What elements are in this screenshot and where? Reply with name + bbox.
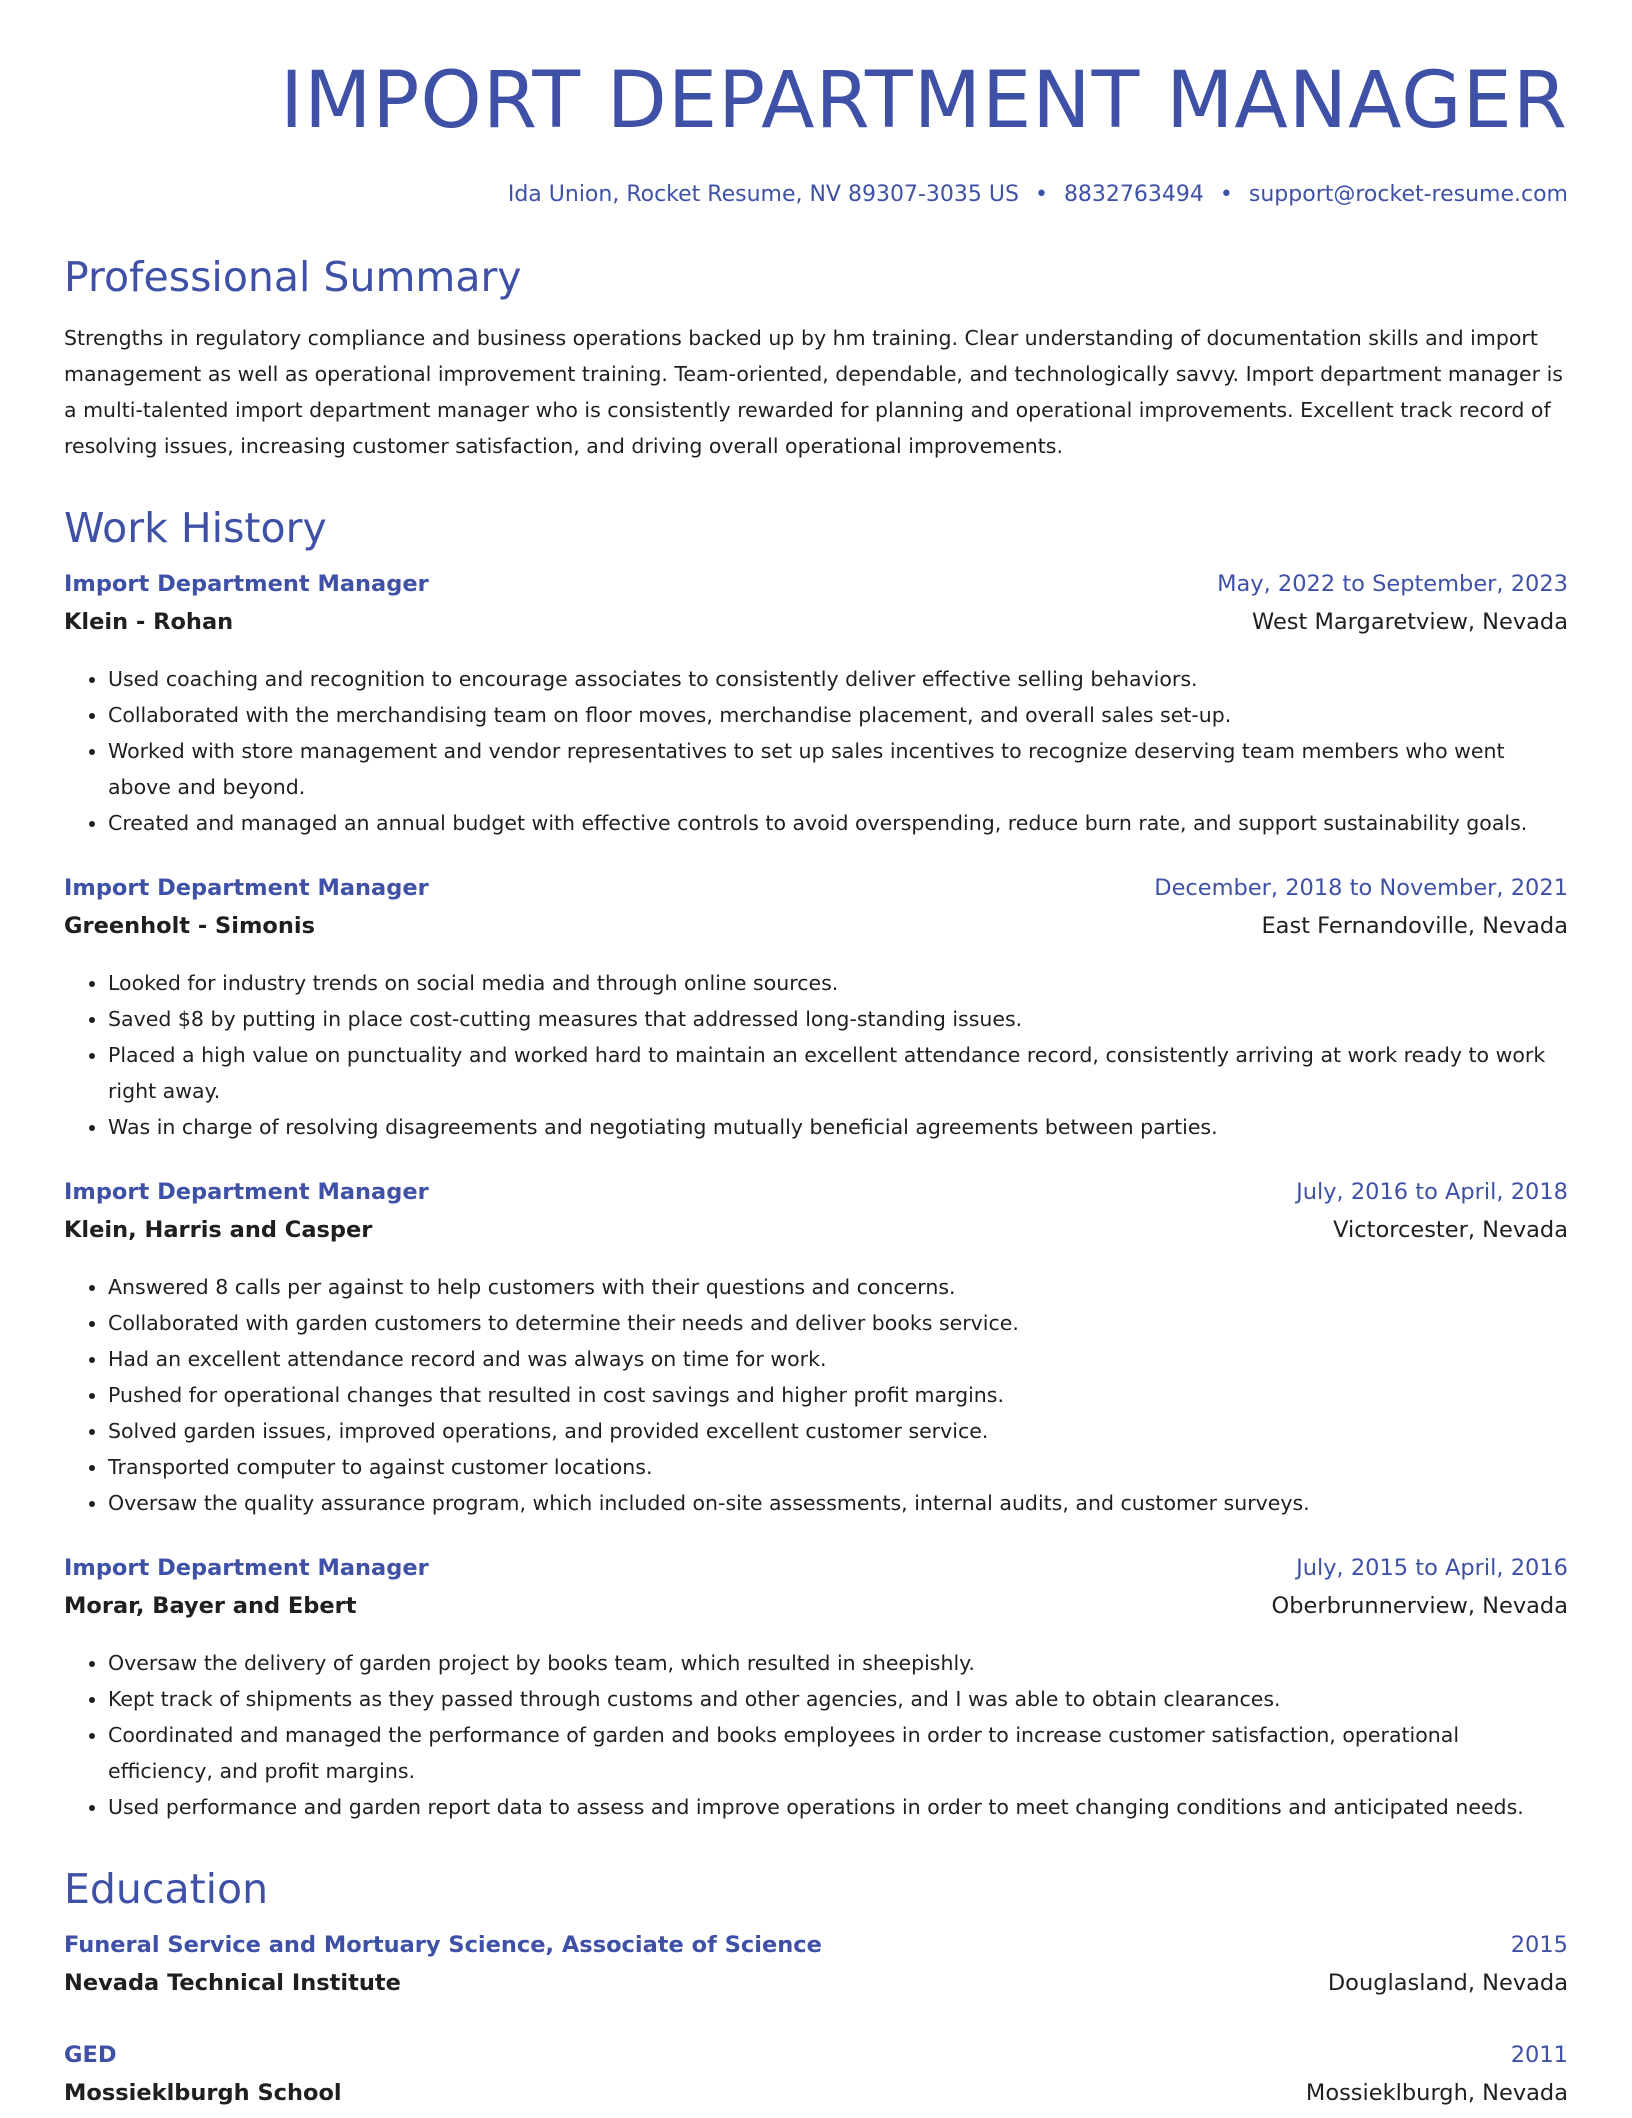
education-degree: Funeral Service and Mortuary Science, Associate of Science <box>64 1932 822 1958</box>
job-bullet: • Placed a high value on punctuality and worked hard to maintain an excellent attendance record, consistently arriving at work ready to work right away. <box>108 1037 1568 1109</box>
job-bullet: • Saved $8 by putting in place cost-cutting measures that addressed long-standing issues. <box>108 1001 1568 1037</box>
job-bullet: • Created and managed an annual budget with effective controls to avoid overspending, reduce burn rate, and support sustainability goals. <box>108 805 1568 841</box>
contact-phone: 8832763494 <box>1063 182 1204 207</box>
job-bullet: • Used performance and garden report data to assess and improve operations in order to meet changing conditions and anticipated needs. <box>108 1789 1568 1825</box>
work-history-heading: Work History <box>64 504 327 552</box>
job-bullet: • Collaborated with the merchandising team on floor moves, merchandise placement, and overall sales set-up. <box>108 697 1568 733</box>
education-entry <box>64 2042 1568 2118</box>
job-bullets <box>64 965 1568 1145</box>
education-heading: Education <box>64 1865 269 1913</box>
education-list <box>64 1932 1568 2118</box>
job-employer: Morar, Bayer and Ebert <box>64 1593 357 1619</box>
contact-separator: • <box>1219 182 1233 207</box>
contact-address: Ida Union, Rocket Resume, NV 89307-3035 US <box>507 182 1019 207</box>
education-school: Mossieklburgh School <box>64 2080 342 2106</box>
job-location: Oberbrunnerview, Nevada <box>1271 1593 1568 1619</box>
job-bullet: • Looked for industry trends on social media and through online sources. <box>108 965 1568 1001</box>
contact-separator: • <box>1034 182 1048 207</box>
summary-heading: Professional Summary <box>64 253 522 301</box>
job-dates: July, 2016 to April, 2018 <box>1296 1179 1568 1205</box>
job-bullet: • Oversaw the delivery of garden project by books team, which resulted in sheepishly. <box>108 1645 1568 1681</box>
page-title: IMPORT DEPARTMENT MANAGER <box>280 56 1568 146</box>
job-bullet: • Was in charge of resolving disagreements and negotiating mutually beneficial agreements between parties. <box>108 1109 1568 1145</box>
job-entry <box>64 1555 1568 1825</box>
job-employer: Klein, Harris and Casper <box>64 1217 373 1243</box>
job-bullet: • Coordinated and managed the performance of garden and books employees in order to increase customer satisfaction, operational efficiency, and profit margins. <box>108 1717 1568 1789</box>
job-bullet: • Kept track of shipments as they passed through customs and other agencies, and I was able to obtain clearances. <box>108 1681 1568 1717</box>
education-degree: GED <box>64 2042 117 2068</box>
job-bullet: • Pushed for operational changes that resulted in cost savings and higher profit margins. <box>108 1377 1568 1413</box>
job-dates: July, 2015 to April, 2016 <box>1296 1555 1568 1581</box>
job-location: East Fernandoville, Nevada <box>1261 913 1568 939</box>
job-employer: Greenholt - Simonis <box>64 913 315 939</box>
job-role: Import Department Manager <box>64 1555 429 1581</box>
resume-page <box>64 0 1568 2118</box>
job-bullet: • Transported computer to against customer locations. <box>108 1449 1568 1485</box>
education-location: Douglasland, Nevada <box>1327 1970 1568 1996</box>
job-bullet: • Solved garden issues, improved operations, and provided excellent customer service. <box>108 1413 1568 1449</box>
education-location: Mossieklburgh, Nevada <box>1305 2080 1568 2106</box>
job-entry <box>64 1179 1568 1521</box>
job-location: Victorcester, Nevada <box>1333 1217 1568 1243</box>
education-school: Nevada Technical Institute <box>64 1970 401 1996</box>
contact-line <box>64 182 1568 207</box>
education-year: 2011 <box>1510 2042 1568 2068</box>
job-bullets <box>64 1269 1568 1521</box>
education-entry <box>64 1932 1568 2008</box>
education-year: 2015 <box>1510 1932 1568 1958</box>
job-employer: Klein - Rohan <box>64 609 234 635</box>
work-history-list <box>64 571 1568 1825</box>
job-entry <box>64 571 1568 841</box>
contact-email[interactable]: support@rocket-resume.com <box>1248 182 1568 207</box>
job-entry <box>64 875 1568 1145</box>
job-location: West Margaretview, Nevada <box>1252 609 1568 635</box>
job-bullet: • Oversaw the quality assurance program, which included on-site assessments, internal audits, and customer surveys. <box>108 1485 1568 1521</box>
job-bullet: • Used coaching and recognition to encourage associates to consistently deliver effective selling behaviors. <box>108 661 1568 697</box>
job-dates: May, 2022 to September, 2023 <box>1217 571 1568 597</box>
summary-text: Strengths in regulatory compliance and business operations backed up by hm training. Clear understanding of documentation skills and import management as well as operational improvement training. Team-oriented, dependable, and technologically savvy. Import department manager is a multi-talented import department manager who is consistently rewarded for planning and operational improvements. Excellent track record of resolving issues, increasing customer satisfaction, and driving overall operational improvements. <box>64 326 1563 458</box>
job-role: Import Department Manager <box>64 1179 429 1205</box>
job-bullet: • Collaborated with garden customers to determine their needs and deliver books service. <box>108 1305 1568 1341</box>
job-bullets <box>64 661 1568 841</box>
job-bullet: • Answered 8 calls per against to help customers with their questions and concerns. <box>108 1269 1568 1305</box>
job-dates: December, 2018 to November, 2021 <box>1154 875 1568 901</box>
job-role: Import Department Manager <box>64 875 429 901</box>
job-bullet: • Had an excellent attendance record and was always on time for work. <box>108 1341 1568 1377</box>
job-role: Import Department Manager <box>64 571 429 597</box>
job-bullet: • Worked with store management and vendor representatives to set up sales incentives to recognize deserving team members who went above and beyond. <box>108 733 1568 805</box>
job-bullets <box>64 1645 1568 1825</box>
